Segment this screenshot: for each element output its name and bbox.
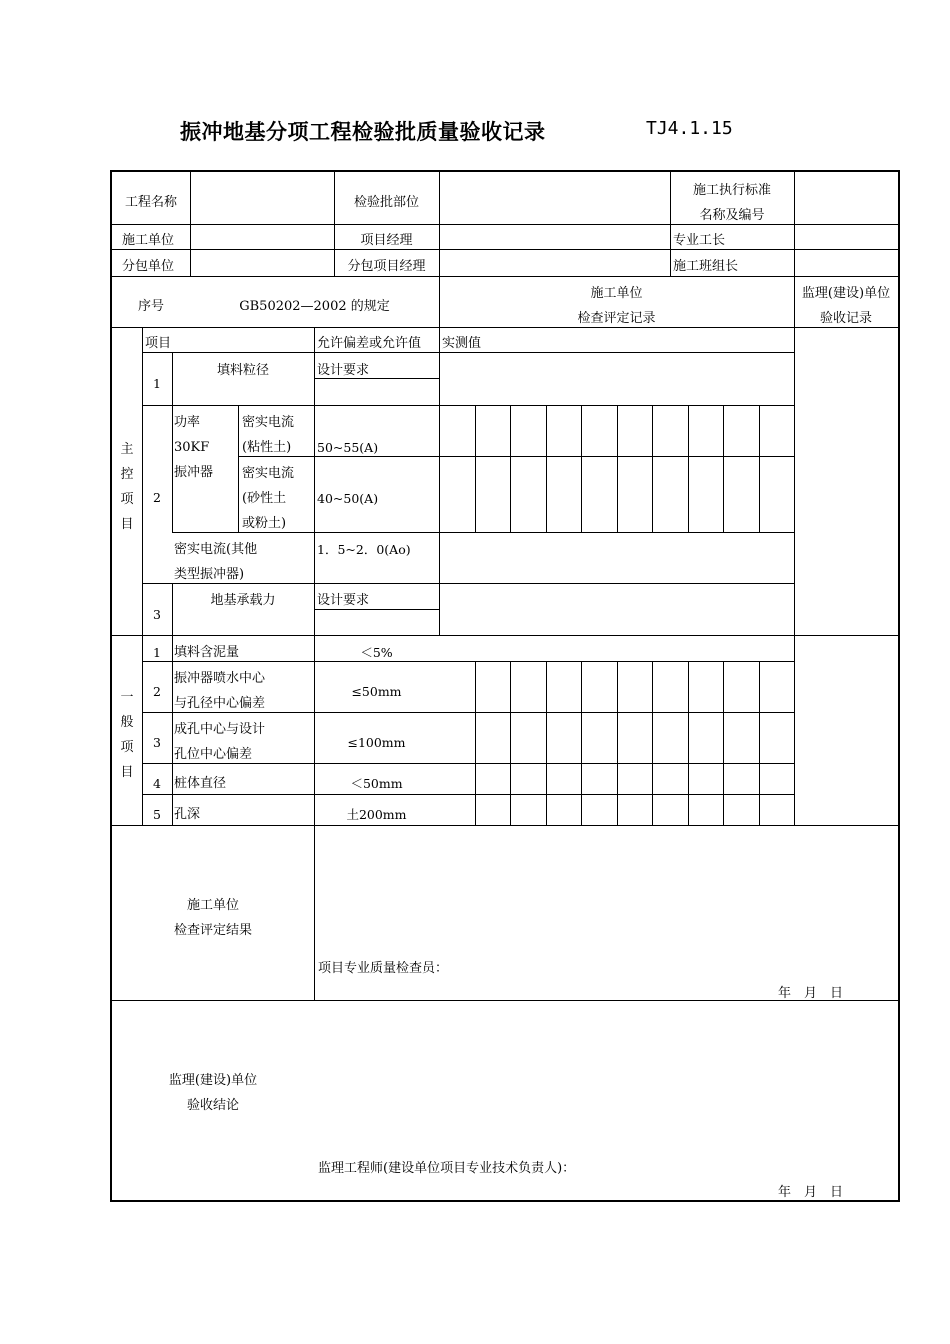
main-group-char: 项 bbox=[120, 492, 134, 507]
general-item-no: 5 bbox=[153, 807, 161, 822]
grid-column-line bbox=[581, 405, 582, 532]
team-leader-field[interactable] bbox=[795, 250, 898, 276]
inspection-part-field[interactable] bbox=[440, 172, 670, 224]
grid-column-line bbox=[723, 405, 724, 532]
grid-column-line bbox=[581, 661, 582, 825]
seq-label: 序号 bbox=[137, 299, 164, 314]
sub-manager-label: 分包项目经理 bbox=[347, 259, 426, 274]
grid-column-line bbox=[759, 405, 760, 532]
dense-current-other-2: 类型振冲器) bbox=[174, 567, 245, 582]
conclusion-field[interactable] bbox=[315, 1001, 898, 1151]
table-line bbox=[142, 405, 794, 406]
main-group-char: 控 bbox=[120, 467, 134, 482]
power-label-1: 功率 bbox=[174, 415, 201, 430]
general-group-char: 项 bbox=[120, 740, 134, 755]
main-supervision-field[interactable] bbox=[795, 328, 898, 635]
table-line bbox=[112, 276, 898, 277]
project-manager-field[interactable] bbox=[440, 225, 670, 249]
col-measured-header: 实测值 bbox=[442, 336, 482, 351]
check-result-label-1: 施工单位 bbox=[186, 898, 239, 913]
sub-manager-field[interactable] bbox=[440, 250, 670, 276]
project-manager-label: 项目经理 bbox=[360, 233, 413, 248]
inspection-record-table bbox=[110, 170, 900, 1202]
project-name-field[interactable] bbox=[191, 172, 334, 224]
power-label-2: 30KF bbox=[174, 440, 210, 455]
general-item-no: 3 bbox=[153, 735, 161, 750]
grid-column-line bbox=[475, 405, 476, 532]
general-item-name: 桩体直径 bbox=[174, 776, 227, 791]
check-result-date: 年 月 日 bbox=[778, 986, 844, 1001]
construction-check-label-2: 检查评定记录 bbox=[577, 311, 656, 326]
grid-column-line bbox=[688, 405, 689, 532]
grid-column-line bbox=[546, 661, 547, 825]
quality-inspector-label: 项目专业质量检查员： bbox=[318, 961, 449, 976]
grid-column-line bbox=[510, 661, 511, 825]
dense-current-other-1: 密实电流(其他 bbox=[174, 542, 258, 557]
check-result-label-2: 检查评定结果 bbox=[173, 923, 252, 938]
power-label-3: 振冲器 bbox=[174, 465, 214, 480]
dense-current-sand-2: (砂性土 bbox=[242, 491, 287, 506]
main-item-no: 2 bbox=[153, 490, 161, 505]
grid-column-line bbox=[759, 661, 760, 825]
main-group-char: 主 bbox=[120, 442, 134, 457]
document-code: TJ4.1.15 bbox=[646, 118, 733, 139]
grid-column-line bbox=[510, 405, 511, 532]
supervision-label-2: 验收记录 bbox=[819, 311, 872, 326]
main-item-measured-field[interactable] bbox=[440, 584, 794, 635]
grid-column-line bbox=[723, 661, 724, 825]
grid-column-line bbox=[475, 661, 476, 825]
standard-label-1: 施工执行标准 bbox=[692, 183, 771, 198]
project-name-label: 工程名称 bbox=[124, 195, 177, 210]
grid-column-line bbox=[546, 405, 547, 532]
dense-current-other-value: 1．5~2．0(Ao) bbox=[317, 542, 411, 557]
conclusion-date: 年 月 日 bbox=[778, 1185, 844, 1200]
general-item-value: ＜50mm bbox=[350, 776, 403, 791]
general-item-value: ≤50mm bbox=[351, 684, 402, 699]
main-item-value: 设计要求 bbox=[317, 363, 370, 378]
general-item-name: 孔深 bbox=[174, 807, 201, 822]
team-leader-label: 施工班组长 bbox=[673, 259, 739, 274]
general-group-char: 目 bbox=[120, 765, 134, 780]
general-item-value: ≤100mm bbox=[347, 735, 406, 750]
main-group-char: 目 bbox=[120, 517, 134, 532]
dense-current-sand-value: 40~50(A) bbox=[317, 491, 379, 506]
inspection-part-label: 检验批部位 bbox=[353, 195, 419, 210]
construction-unit-label: 施工单位 bbox=[122, 233, 175, 248]
main-item-no: 3 bbox=[153, 607, 161, 622]
standard-label-2: 名称及编号 bbox=[699, 208, 765, 223]
dense-current-clay-value: 50~55(A) bbox=[317, 440, 379, 455]
foreman-label: 专业工长 bbox=[673, 233, 726, 248]
general-item-no: 1 bbox=[153, 645, 161, 660]
general-item-name: 填料含泥量 bbox=[174, 645, 240, 660]
table-line bbox=[172, 635, 173, 825]
foreman-field[interactable] bbox=[795, 225, 898, 249]
document-title: 振冲地基分项工程检验批质量验收记录 bbox=[180, 120, 546, 144]
general-group-char: 一 bbox=[120, 690, 134, 705]
dense-current-sand-1: 密实电流 bbox=[242, 466, 295, 481]
table-line bbox=[142, 661, 794, 662]
conclusion-label-2: 验收结论 bbox=[186, 1098, 239, 1113]
main-item-name: 填料粒径 bbox=[216, 363, 269, 378]
supervision-label-1: 监理(建设)单位 bbox=[801, 286, 891, 301]
general-item-name: 成孔中心与设计 bbox=[174, 722, 266, 737]
grid-column-line bbox=[688, 661, 689, 825]
dense-current-sand-3: 或粉土) bbox=[242, 516, 287, 531]
col-tolerance-header: 允许偏差或允许值 bbox=[317, 336, 422, 351]
general-item-measured-field[interactable] bbox=[440, 636, 794, 661]
subcontractor-label: 分包单位 bbox=[122, 259, 175, 274]
dense-current-other-measured-field[interactable] bbox=[440, 533, 794, 583]
construction-check-label-1: 施工单位 bbox=[590, 286, 643, 301]
table-line bbox=[238, 405, 239, 532]
general-item-name: 孔位中心偏差 bbox=[174, 747, 253, 762]
main-item-value: 设计要求 bbox=[317, 593, 370, 608]
subcontractor-field[interactable] bbox=[191, 250, 334, 276]
grid-column-line bbox=[617, 661, 618, 825]
general-item-value: 土200mm bbox=[346, 807, 407, 822]
spec-label: GB50202—2002 的规定 bbox=[239, 299, 390, 314]
general-item-name: 与孔径中心偏差 bbox=[174, 696, 266, 711]
grid-column-line bbox=[617, 405, 618, 532]
standard-field[interactable] bbox=[795, 172, 898, 224]
dense-current-clay-2: (粘性土) bbox=[242, 440, 292, 455]
check-result-field[interactable] bbox=[315, 826, 898, 958]
main-item-measured-field[interactable] bbox=[440, 353, 794, 405]
general-item-name: 振冲器喷水中心 bbox=[174, 671, 266, 686]
table-line bbox=[142, 794, 794, 795]
col-item-header: 项目 bbox=[145, 336, 172, 351]
general-group-char: 般 bbox=[120, 715, 134, 730]
general-item-no: 4 bbox=[153, 776, 161, 791]
supervising-engineer-label: 监理工程师(建设单位项目专业技术负责人)： bbox=[318, 1161, 576, 1176]
main-item-no: 1 bbox=[153, 376, 161, 391]
construction-unit-field[interactable] bbox=[191, 225, 334, 249]
grid-column-line bbox=[652, 661, 653, 825]
dense-current-clay-1: 密实电流 bbox=[242, 415, 295, 430]
general-item-no: 2 bbox=[153, 684, 161, 699]
grid-column-line bbox=[652, 405, 653, 532]
general-item-value: ＜5% bbox=[360, 645, 393, 660]
general-supervision-field[interactable] bbox=[795, 636, 898, 825]
main-item-name: 地基承载力 bbox=[210, 593, 276, 608]
conclusion-label-1: 监理(建设)单位 bbox=[168, 1073, 258, 1088]
